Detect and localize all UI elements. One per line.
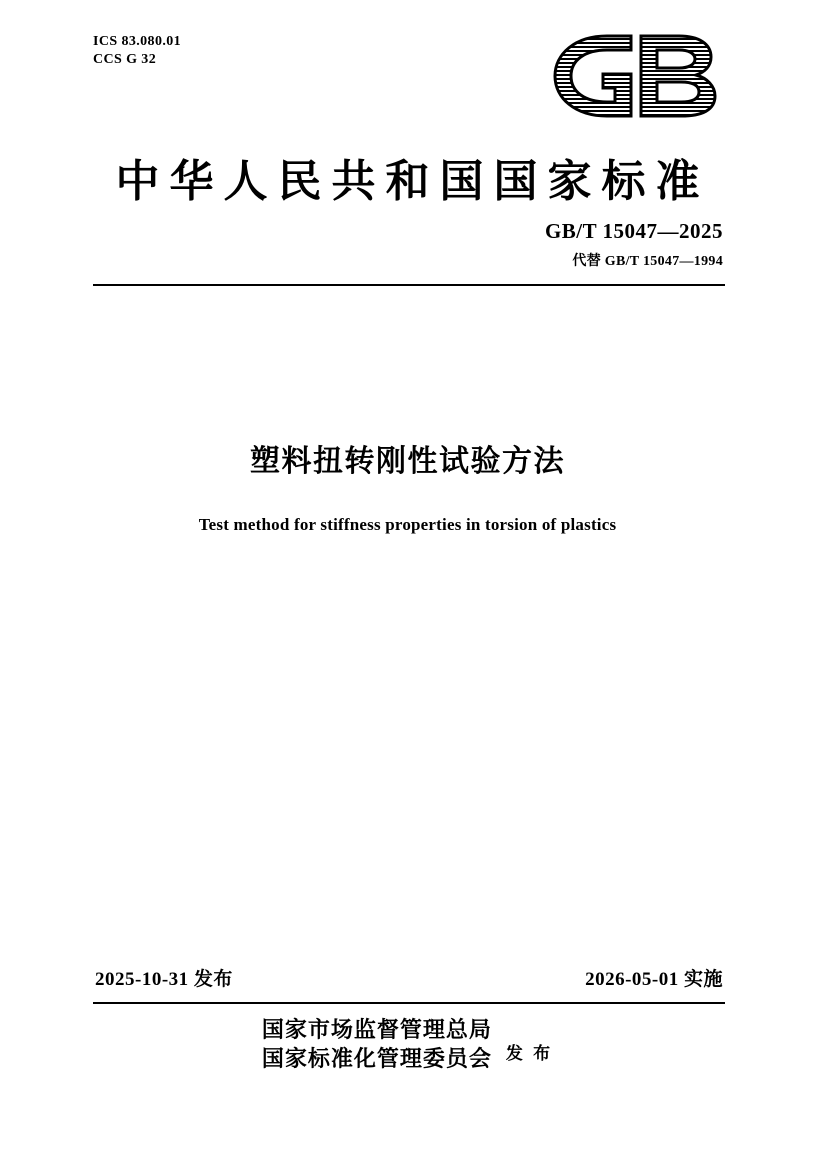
divider-bottom (93, 1002, 725, 1004)
issuer-line-1: 国家市场监督管理总局 (261, 1017, 492, 1042)
ics-code: ICS 83.080.01 (93, 34, 182, 49)
issue-date: 2025-10-31 发布 (95, 969, 233, 990)
page-title: 中华人民共和国国家标准 (115, 157, 710, 206)
document-title-chinese: 塑料扭转刚性试验方法 (250, 445, 565, 478)
issuer-names (262, 1015, 492, 1073)
issuer-publish-label: 发 布 (505, 1043, 554, 1063)
standard-number: GB/T 15047—2025 (544, 219, 723, 243)
ccs-code: CCS G 32 (93, 52, 157, 67)
ics-classification-block (93, 33, 181, 69)
effective-date: 2026-05-01 实施 (585, 969, 723, 990)
standard-replaces: 代替 GB/T 15047—1994 (572, 254, 723, 269)
issuer-line-2: 国家标准化管理委员会 (261, 1046, 492, 1071)
gb-logo-icon (545, 30, 725, 122)
document-title-english: Test method for stiffness properties in torsion of plastics (198, 515, 617, 534)
issuer-block (0, 1015, 815, 1073)
divider-top (93, 284, 725, 286)
